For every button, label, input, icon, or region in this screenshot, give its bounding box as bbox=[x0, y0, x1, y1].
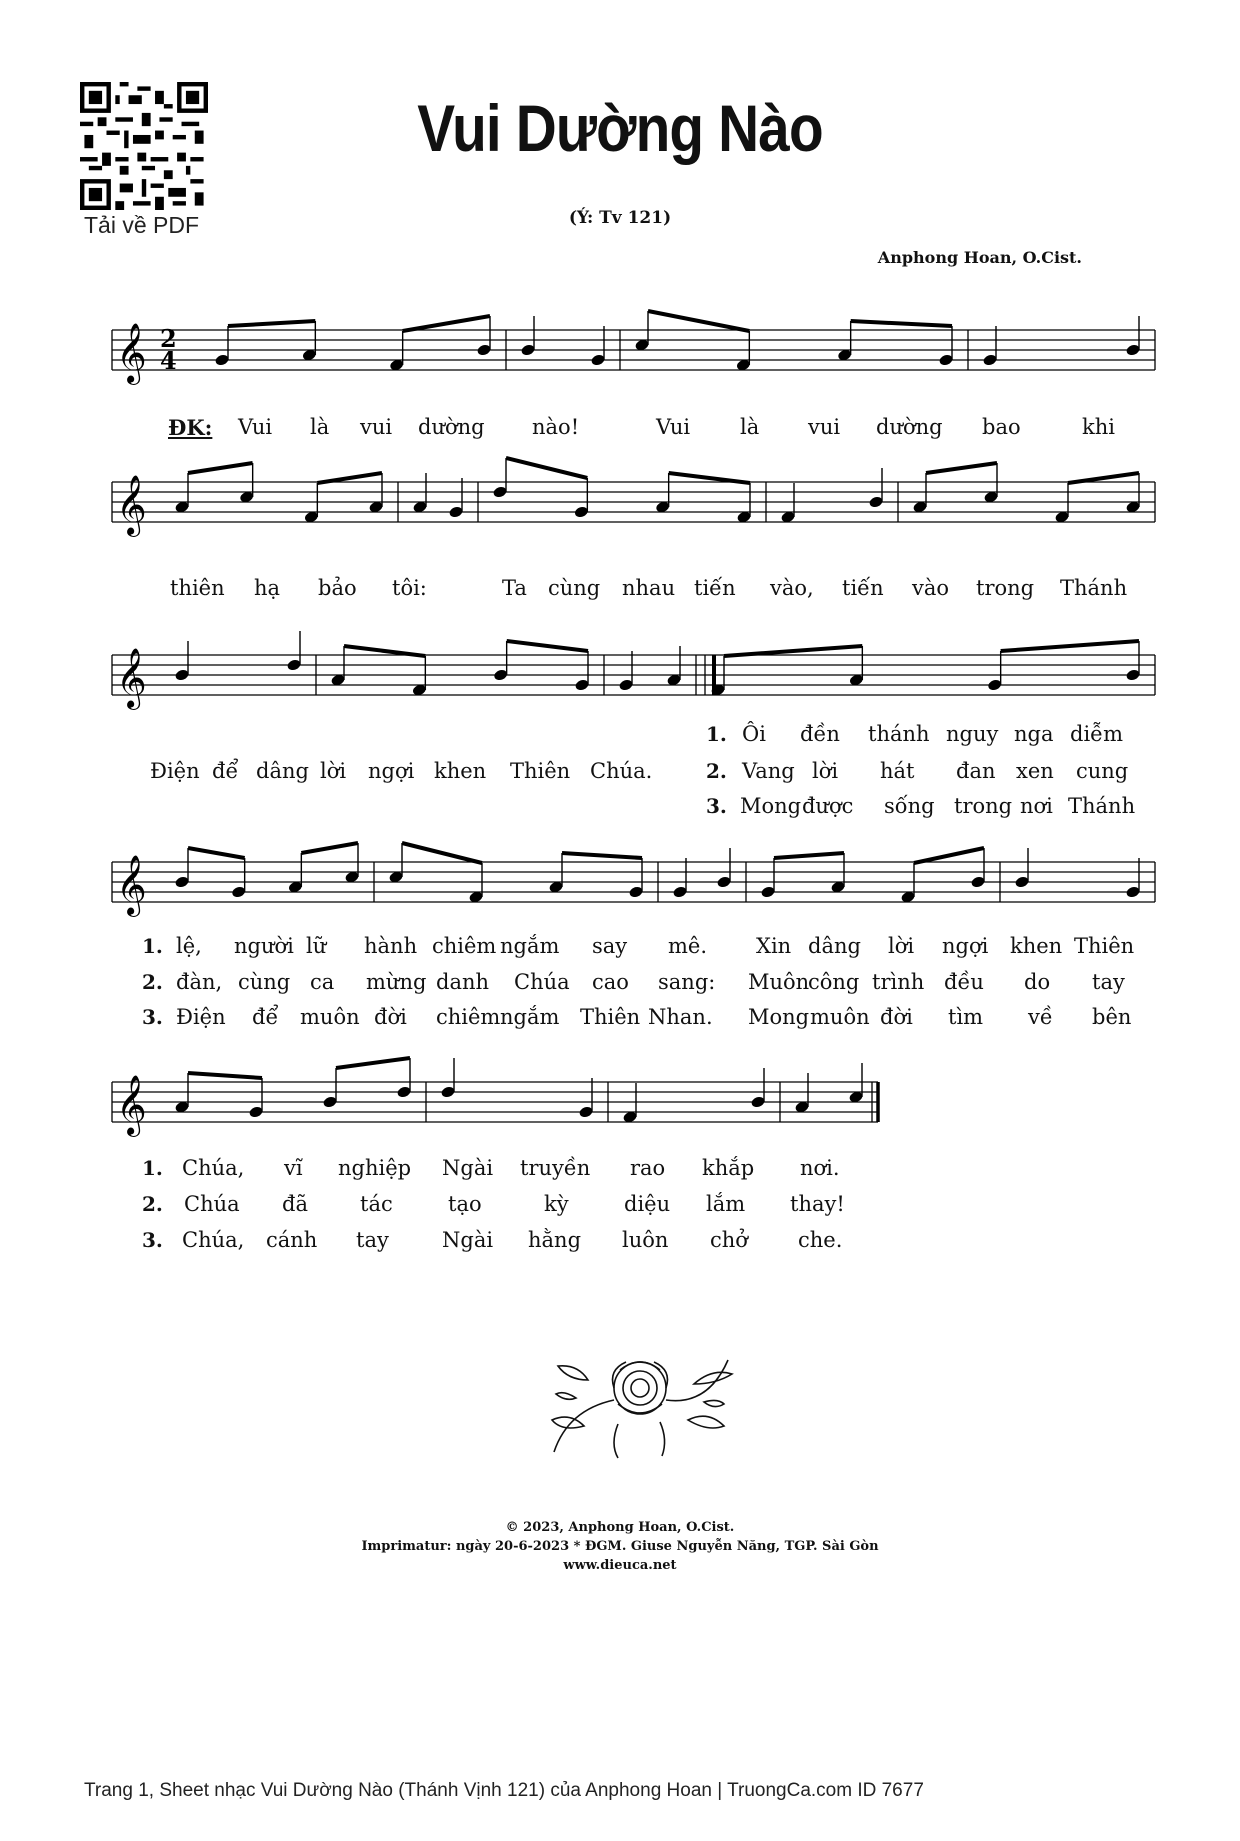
lyric-word: bảo bbox=[318, 576, 357, 600]
footer bbox=[0, 1518, 1240, 1575]
lyric-word: Chúa bbox=[184, 1192, 240, 1216]
lyric-word: Thiên bbox=[1074, 934, 1135, 958]
lyric-word: cao bbox=[592, 970, 629, 994]
note-beam bbox=[188, 463, 253, 473]
verse-number: 3. bbox=[142, 1228, 163, 1252]
lyric-word: đền bbox=[800, 722, 840, 746]
lyric-word: lệ, bbox=[176, 934, 202, 958]
time-signature-top: 2 bbox=[160, 324, 177, 353]
lyric-word: lời bbox=[888, 934, 915, 958]
lyric-word: nguy bbox=[946, 722, 999, 746]
lyric-word: Chúa. bbox=[590, 759, 653, 783]
refrain-label: ĐK: bbox=[168, 415, 213, 440]
lyric-word: vui bbox=[360, 415, 393, 439]
lyric-word: hằng bbox=[528, 1228, 582, 1252]
lyric-word: khắp bbox=[702, 1156, 755, 1180]
lyric-word: hạ bbox=[254, 576, 281, 600]
note-beam bbox=[506, 458, 587, 478]
note-beam bbox=[507, 641, 588, 651]
lyric-word: trình bbox=[872, 970, 925, 994]
lyric-word: Chúa, bbox=[182, 1156, 245, 1180]
verse-number: 2. bbox=[142, 970, 163, 994]
rose-ornament-icon bbox=[548, 1340, 738, 1460]
lyric-word: được bbox=[802, 794, 854, 818]
lyric-word: Thiên bbox=[510, 759, 571, 783]
lyric-word: đan bbox=[956, 759, 996, 783]
lyric-word: thánh bbox=[868, 722, 930, 746]
note-beam bbox=[851, 321, 952, 326]
note-beam bbox=[188, 1073, 262, 1078]
lyric-word: cánh bbox=[266, 1228, 318, 1252]
lyric-word: đã bbox=[282, 1192, 308, 1216]
lyric-word: nghiệp bbox=[338, 1156, 412, 1180]
lyric-word: về bbox=[1028, 1005, 1053, 1029]
note-beam bbox=[402, 843, 482, 863]
treble-clef-icon: 𝄞 bbox=[116, 323, 147, 383]
page-caption: Trang 1, Sheet nhạc Vui Dường Nào (Thánh Vịnh 121) của Anphong Hoan | TruongCa.com ID 7677 bbox=[84, 1780, 924, 1801]
lyric-word: vui bbox=[808, 415, 841, 439]
note-beam bbox=[562, 853, 642, 858]
lyric-word: hát bbox=[880, 759, 915, 783]
lyric-word: Ôi bbox=[742, 722, 766, 746]
lyric-word: mê. bbox=[668, 934, 708, 958]
lyric-word: ca bbox=[310, 970, 335, 994]
lyric-word: ngắm bbox=[500, 1005, 560, 1029]
note-beam bbox=[228, 321, 315, 326]
note-beam bbox=[1001, 641, 1139, 651]
lyric-word: kỳ bbox=[544, 1192, 569, 1216]
lyric-word: thiên bbox=[170, 576, 225, 600]
note-beam bbox=[301, 843, 358, 853]
lyric-word: khen bbox=[1010, 934, 1063, 958]
lyric-word: dường bbox=[418, 415, 485, 439]
lyric-word: thay! bbox=[790, 1192, 845, 1216]
lyric-word: tôi: bbox=[392, 576, 427, 600]
lyric-word: chiêm bbox=[432, 934, 497, 958]
lyric-word: tiến bbox=[842, 576, 884, 600]
verse-number: 2. bbox=[706, 759, 727, 783]
copyright: © 2023, Anphong Hoan, O.Cist. bbox=[505, 1520, 735, 1535]
lyric-word: diễm bbox=[1070, 722, 1123, 746]
lyric-word: luôn bbox=[622, 1228, 669, 1252]
lyric-word: muôn bbox=[300, 1005, 360, 1029]
lyric-word: chở bbox=[710, 1228, 748, 1252]
lyric-word: ngắm bbox=[500, 934, 560, 958]
time-signature-bottom: 4 bbox=[160, 346, 177, 375]
lyric-word: lời bbox=[320, 759, 347, 783]
lyric-word: Muôn bbox=[748, 970, 810, 994]
lyric-word: Ngài bbox=[442, 1156, 494, 1180]
verse-number: 1. bbox=[142, 934, 163, 958]
lyric-word: vào bbox=[912, 576, 950, 600]
lyric-word: Vui bbox=[656, 415, 691, 439]
lyric-word: ngợi bbox=[368, 759, 415, 783]
treble-clef-icon: 𝄞 bbox=[116, 855, 147, 915]
lyric-word: lời bbox=[812, 759, 839, 783]
lyric-word: đời bbox=[374, 1005, 407, 1029]
lyric-word: cung bbox=[1076, 759, 1129, 783]
lyric-word: đều bbox=[944, 970, 984, 994]
website-link[interactable]: www.dieuca.net bbox=[563, 1558, 677, 1573]
lyric-word: Mong bbox=[748, 1005, 810, 1029]
lyric-word: tay bbox=[1092, 970, 1125, 994]
lyric-word: dâng bbox=[808, 934, 861, 958]
lyric-word: đàn, bbox=[176, 970, 223, 994]
lyric-word: nhau bbox=[622, 576, 676, 600]
lyric-word: Ngài bbox=[442, 1228, 494, 1252]
lyric-word: công bbox=[808, 970, 860, 994]
lyric-word: cùng bbox=[548, 576, 601, 600]
lyric-word: vĩ bbox=[284, 1156, 303, 1180]
note-beam bbox=[648, 311, 749, 331]
note-beam bbox=[336, 1058, 410, 1068]
lyric-word: lữ bbox=[306, 934, 327, 958]
lyric-word: nơi. bbox=[800, 1156, 840, 1180]
imprimatur: Imprimatur: ngày 20-6-2023 * ĐGM. Giuse Nguyễn Năng, TGP. Sài Gòn bbox=[361, 1539, 879, 1554]
lyric-word: nơi bbox=[1020, 794, 1053, 818]
song-subtitle: (Ý: Tv 121) bbox=[568, 208, 672, 228]
lyric-word: nga bbox=[1014, 722, 1054, 746]
lyric-word: dâng bbox=[256, 759, 309, 783]
lyric-word: để bbox=[252, 1005, 279, 1029]
note-beam bbox=[403, 316, 490, 331]
lyric-word: truyền bbox=[520, 1156, 591, 1180]
lyric-word: danh bbox=[436, 970, 490, 994]
lyric-word: Nhan. bbox=[648, 1005, 713, 1029]
lyric-word: rao bbox=[630, 1156, 666, 1180]
lyric-word: diệu bbox=[624, 1192, 671, 1216]
treble-clef-icon: 𝄞 bbox=[116, 1075, 147, 1135]
lyric-word: chiêm bbox=[436, 1005, 501, 1029]
lyric-word: Vui bbox=[238, 415, 273, 439]
composer: Anphong Hoan, O.Cist. bbox=[877, 248, 1082, 267]
lyric-word: Thánh bbox=[1060, 576, 1128, 600]
lyric-word: che. bbox=[798, 1228, 843, 1252]
note-beam bbox=[926, 463, 997, 473]
lyric-word: do bbox=[1024, 970, 1051, 994]
lyric-word: Điện bbox=[150, 759, 200, 783]
lyric-word: Mong bbox=[740, 794, 802, 818]
verse-number: 2. bbox=[142, 1192, 163, 1216]
lyric-word: là bbox=[310, 415, 330, 439]
treble-clef-icon: 𝄞 bbox=[116, 648, 147, 708]
lyric-word: sang: bbox=[658, 970, 716, 994]
lyric-word: lắm bbox=[706, 1192, 746, 1216]
lyric-word: Vang bbox=[742, 759, 795, 783]
lyric-word: Chúa, bbox=[182, 1228, 245, 1252]
note-beam bbox=[774, 853, 844, 858]
verse-number: 3. bbox=[142, 1005, 163, 1029]
lyric-word: dường bbox=[876, 415, 943, 439]
lyric-word: trong bbox=[954, 794, 1013, 818]
lyric-word: trong bbox=[976, 576, 1035, 600]
lyric-word: sống bbox=[884, 794, 935, 818]
lyric-word: tiến bbox=[694, 576, 736, 600]
lyric-word: xen bbox=[1016, 759, 1054, 783]
lyric-word: người bbox=[234, 934, 294, 958]
song-title: Vui Dường Nào bbox=[417, 91, 823, 165]
lyric-word: ngợi bbox=[942, 934, 989, 958]
verse-number: 3. bbox=[706, 794, 727, 818]
lyric-word: say bbox=[592, 934, 628, 958]
lyric-word: Điện bbox=[176, 1005, 226, 1029]
lyric-word: Ta bbox=[502, 576, 527, 600]
treble-clef-icon: 𝄞 bbox=[116, 475, 147, 535]
lyric-word: Chúa bbox=[514, 970, 570, 994]
lyric-word: là bbox=[740, 415, 760, 439]
lyric-word: Thánh bbox=[1068, 794, 1136, 818]
lyric-word: khen bbox=[434, 759, 487, 783]
lyric-word: khi bbox=[1082, 415, 1115, 439]
lyric-word: tìm bbox=[948, 1005, 984, 1029]
lyric-word: Thiên bbox=[580, 1005, 641, 1029]
lyric-word: hành bbox=[364, 934, 418, 958]
lyric-word: bên bbox=[1092, 1005, 1132, 1029]
lyric-word: cùng bbox=[238, 970, 291, 994]
lyric-word: muôn bbox=[810, 1005, 870, 1029]
note-beam bbox=[914, 848, 984, 863]
lyric-word: vào, bbox=[770, 576, 814, 600]
lyric-word: tạo bbox=[448, 1192, 482, 1216]
lyric-word: nào! bbox=[532, 415, 580, 439]
verse-number: 1. bbox=[142, 1156, 163, 1180]
lyric-word: tay bbox=[356, 1228, 389, 1252]
lyric-word: bao bbox=[982, 415, 1021, 439]
verse-number: 1. bbox=[706, 722, 727, 746]
download-pdf-link[interactable]: Tải về PDF bbox=[84, 212, 200, 238]
lyric-word: đời bbox=[880, 1005, 913, 1029]
lyric-word: để bbox=[212, 759, 239, 783]
lyric-word: mừng bbox=[366, 970, 427, 994]
lyric-word: tác bbox=[360, 1192, 393, 1216]
note-beam bbox=[188, 848, 245, 858]
lyric-word: Xin bbox=[756, 934, 792, 958]
